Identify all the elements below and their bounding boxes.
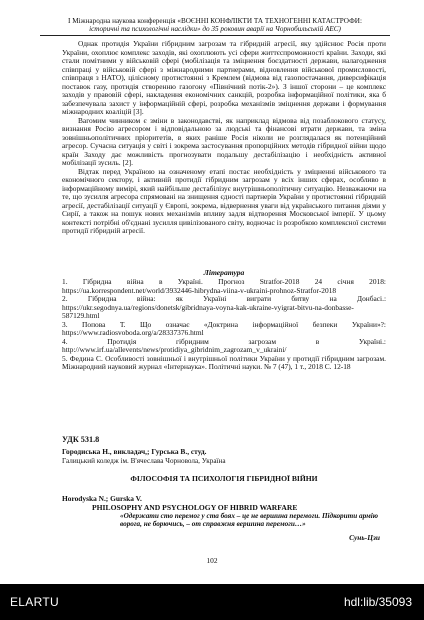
authors: Городиська Н., викладач,; Гурська В., студ.	[62, 447, 207, 456]
reference-item: 3. Попова Т. Що означає «Доктрина інформаційної безпеки України»?: https://www.radiosvoboda.org/a/28337376.html	[62, 319, 386, 337]
repository-link[interactable]: ELARTU	[10, 595, 59, 609]
article-title-ua: ФІЛОСОФІЯ ТА ПСИХОЛОГІЯ ГІБРИДНОЇ ВІЙНИ	[130, 474, 318, 483]
literature-heading: Література	[203, 268, 245, 277]
handle-link[interactable]: hdl:lib/35093	[343, 595, 412, 609]
paragraph-1: Однак протидія України гібридним загрозам та гібридній агресії, яку здійснює Росія проти України, охоплює комплекс заходів, які охоплюють усі сфери життєспроможності країни. Заходи, які стали помітними у військовій сфері (мобілізація та зміцнення боєздатності держави, налагодження співпраці у військовій сфері з міжнародними партнерами, відновлення військової промисловості, співпраця з НАТО), цілісному протистоянні з Кремлем (відмова від газопостачання, диверсифікація поставок газу, протидія створенню газогону «Північний потік-2»). З іншої сторони – це комплекс заходів у правовій сфері, накладення економічних санкцій, розробка інформаційної політики, яка б забезпечувала захист у інформаційній сфері, розробка механізмів зміцнення держави і формування міжнародних коаліцій [3].	[62, 39, 386, 116]
conference-header-line2: історичні та психологічні наслідки» до 35 роковин аварії на Чорнобильській АЕС)	[89, 25, 341, 33]
reference-item: 4. Протидія гібридним загрозам в Україні.: http://www.irf.ua/allevents/news/protidiya_gibridnim_zagrozam_v_ukraini/	[62, 336, 386, 354]
reference-item: 1. Гібридна війна в Україні. Прогноз Stratfor-2018 24 січня 2018: https://ua.korrespondent.net/world/3932446-hibrydna-viina-v-ukraini-prohnoz-Stratfor-2018	[62, 277, 386, 295]
viewer-footer-bar	[0, 584, 424, 620]
page-number: 102	[206, 556, 218, 565]
reference-item: 5. Федина С. Особливості зовнішньої і внутрішньої політики України у протидії гібридним загрозам. Міжнародний науковий журнал «Інтернаука». Політичні науки. № 7 (47), 1 т., 2018 С. 12-18	[62, 353, 386, 371]
institution: Галицький коледж ім. В'ячеслава Чорновола, Україна	[62, 457, 226, 465]
epigraph: «Одержати сто перемог у ста боях – це не вершина перемоги. Підкорити армію ворога, не борючись, – от справжня вершина перемоги…»	[120, 512, 379, 529]
reference-list	[62, 278, 386, 372]
body-text	[62, 40, 386, 236]
epigraph-author: Сунь-Цзи	[349, 533, 380, 542]
paragraph-3: Відтак перед Україною на означеному етапі постає необхідність у зміцненні військового та економічного сектору, і активній протидії гібридним загрозам у всіх інших сферах, особливо в інформаційному вимірі, який найбільше дестабілізує внутрішньополітичну ситуацію. Незважаючи на те, що зусилля агресора спрямовані на знищення єдності партнерів України у протистоянні гібридній агресії, дестабілізації ситуації у Європі, зокрема, відвернення уваги від українського питання діями у Сирії, а також на пошук нових механізмів впливу задля відтворення Московської імперії. У цьому контексті потрібні об'єднані зусилля цивілізованого світу, водночас із розробкою комплексної системи протидії гібридній агресії.	[62, 166, 386, 235]
conference-header-line1: І Міжнародна наукова конференція «ВОЄННІ КОНФЛІКТИ ТА ТЕХНОГЕННІ КАТАСТРОФИ:	[68, 17, 362, 25]
header-rule	[40, 35, 390, 36]
article-title-en: PHILOSOPHY AND PSYCHOLOGY OF HIBRID WARFARE	[92, 503, 298, 512]
paragraph-2: Вагомим чинником є зміни в законодавстві, як наприклад відмова від позаблокового статусу, визнання Росію агресором і відповідальною за людські та фінансові втрати держави, та зміна зовнішньополітичних пріоритетів, в яких раніше Росія ніколи не розглядалася як потенційний агресор. Сучасна ситуація у світі і зокрема застосування пропорційних методів гібридної війни щодо країн Заходу дає можливість прогнозувати подальшу дестабілізацію і необхідність активної мобілізації зусиль. [2].	[62, 115, 386, 167]
reference-item: 2. Гібридна війна: як Україні виграти битву на Донбасі.: https://ukr.segodnya.ua/regions/donetsk/gibridnaya-voyna-kak-ukraine-vyigrat-bitvu-na-donbasse-587129.html	[62, 294, 386, 320]
udc-code: УДК 531.8	[62, 435, 100, 444]
authors-en: Horodyska N.; Gurska V.	[62, 494, 142, 503]
